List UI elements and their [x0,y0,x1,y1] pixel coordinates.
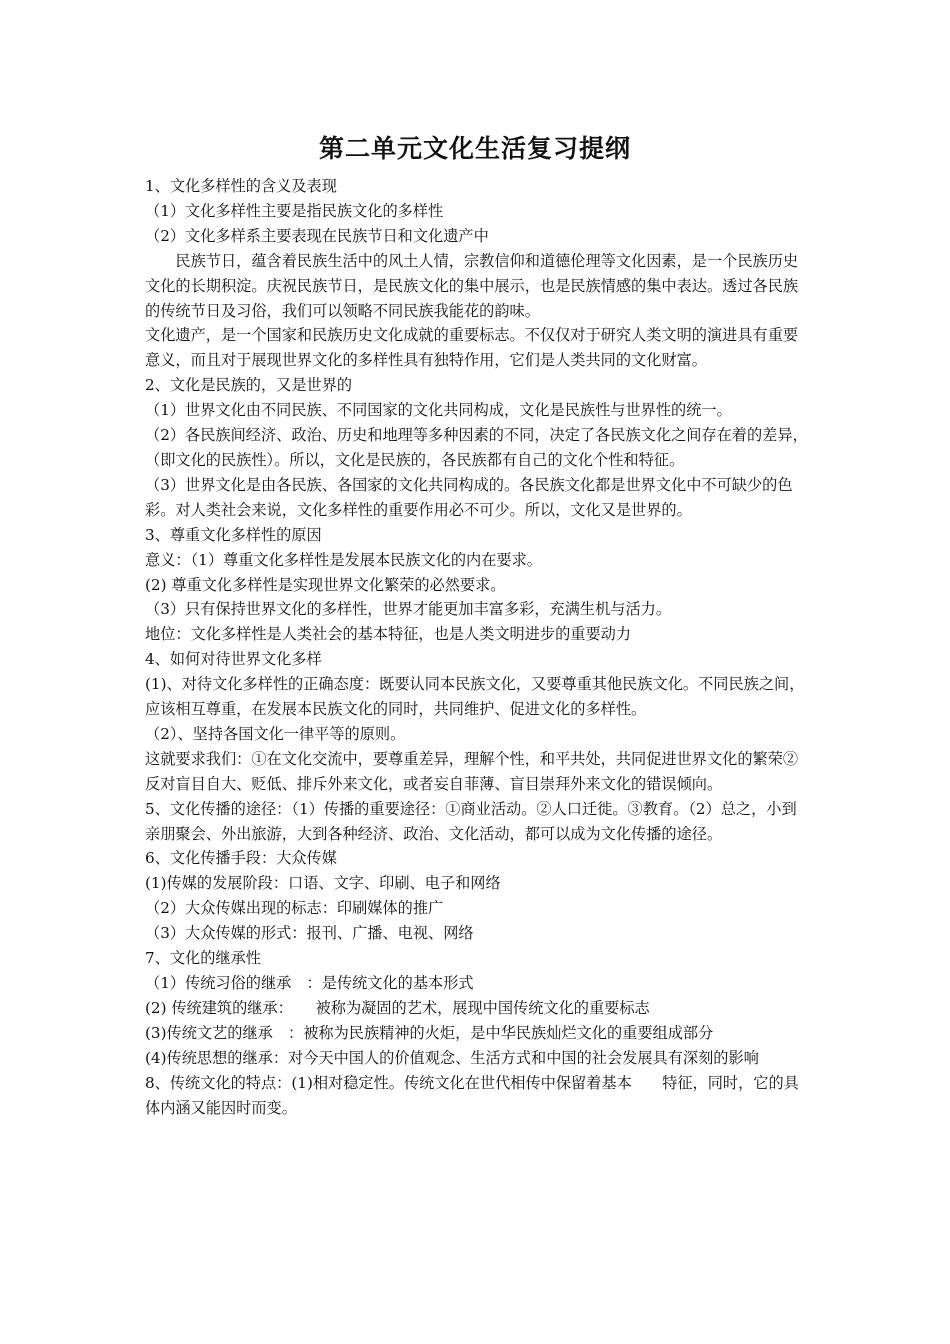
document-body [145,174,810,1120]
paragraph: (3)传统文艺的继承 ：被称为民族精神的火炬，是中华民族灿烂文化的重要组成部分 [145,1023,714,1042]
paragraph: （1）传统习俗的继承 ：是传统文化的基本形式 [145,974,474,992]
section-heading: 5、文化传播的途径：（1）传播的重要途径：①商业活动。②人口迁徙。③教育。（2）总之，小到亲朋聚会、外出旅游，大到各种经济、政治、文化活动，都可以成为文化传播的途径。 [145,799,797,843]
section-heading: 2、文化是民族的，又是世界的 [145,376,353,395]
section-heading: 6、文化传播手段：大众传媒 [145,849,337,868]
section-heading: 1、文化多样性的含义及表现 [145,177,337,195]
paragraph: 文化遗产，是一个国家和民族历史文化成就的重要标志。不仅仅对于研究人类文明的演进具有重要意义，而且对于展现世界文化的多样性具有独特作用，它们是人类共同的文化财富。 [145,326,799,370]
section-heading: 3、尊重文化多样性的原因 [145,525,322,544]
paragraph: (1)、对待文化多样性的正确态度：既要认同本民族文化，又要尊重其他民族文化。不同民族之间，应该相互尊重，在发展本民族文化的同时，共同维护、促进文化的多样性。 [145,675,805,719]
section-heading: 8、传统文化的特点：(1)相对稳定性。传统文化在世代相传中保留着基本 特征，同时，它的具体内涵又能因时而变。 [145,1073,799,1117]
paragraph: (1)传媒的发展阶段：口语、文字、印刷、电子和网络 [145,874,501,893]
paragraph: （3）大众传媒的形式：报刊、广播、电视、网络 [145,924,474,943]
paragraph: (2) 传统建筑的继承： 被称为凝固的艺术，展现中国传统文化的重要标志 [145,998,650,1017]
paragraph: （1）文化多样性主要是指民族文化的多样性 [145,201,444,220]
paragraph: （2）、坚持各国文化一律平等的原则。 [145,724,406,743]
paragraph: （2）文化多样系主要表现在民族节日和文化遗产中 [145,226,489,245]
paragraph: 地位：文化多样性是人类社会的基本特征，也是人类文明进步的重要动力 [145,625,631,644]
paragraph: （2）各民族间经济、政治、历史和地理等多种因素的不同，决定了各民族文化之间存在着的差异，（即文化的民族性）。所以，文化是民族的，各民族都有自己的文化个性和特征。 [145,426,808,469]
paragraph: 意义：（1）尊重文化多样性是发展本民族文化的内在要求。 [145,550,542,569]
document-title: 第二单元文化生活复习提纲 [318,134,631,163]
paragraph: （3）只有保持世界文化的多样性，世界才能更加丰富多彩，充满生机与活力。 [145,600,672,619]
section-heading: 4、如何对待世界文化多样 [145,650,322,669]
paragraph: （2）大众传媒出现的标志：印刷媒体的推广 [145,899,444,918]
paragraph: （3）世界文化是由各民族、各国家的文化共同构成的。各民族文化都是世界文化中不可缺少的色彩。对人类社会来说，文化多样性的重要作用必不可少。所以，文化又是世界的。 [145,475,793,519]
paragraph: 这就要求我们：①在文化交流中，要尊重差异，理解个性，和平共处，共同促进世界文化的繁荣②反对盲目自大、贬低、排斥外来文化，或者妄自菲薄、盲目崇拜外来文化的错误倾向。 [145,749,799,793]
paragraph: （1）世界文化由不同民族、不同国家的文化共同构成，文化是民族性与世界性的统一。 [145,401,732,420]
paragraph: 民族节日，蕴含着民族生活中的风土人情，宗教信仰和道德伦理等文化因素，是一个民族历史文化的长期积淀。庆祝民族节日，是民族文化的集中展示，也是民族情感的集中表达。透过各民族的传统节日及习俗，我们可以领略不同民族我能花的韵味。 [145,251,799,320]
paragraph: (4)传统思想的继承：对今天中国人的价值观念、生活方式和中国的社会发展具有深刻的影响 [145,1048,759,1067]
paragraph: (2) 尊重文化多样性是实现世界文化繁荣的必然要求。 [145,575,506,594]
section-heading: 7、文化的继承性 [145,949,261,968]
